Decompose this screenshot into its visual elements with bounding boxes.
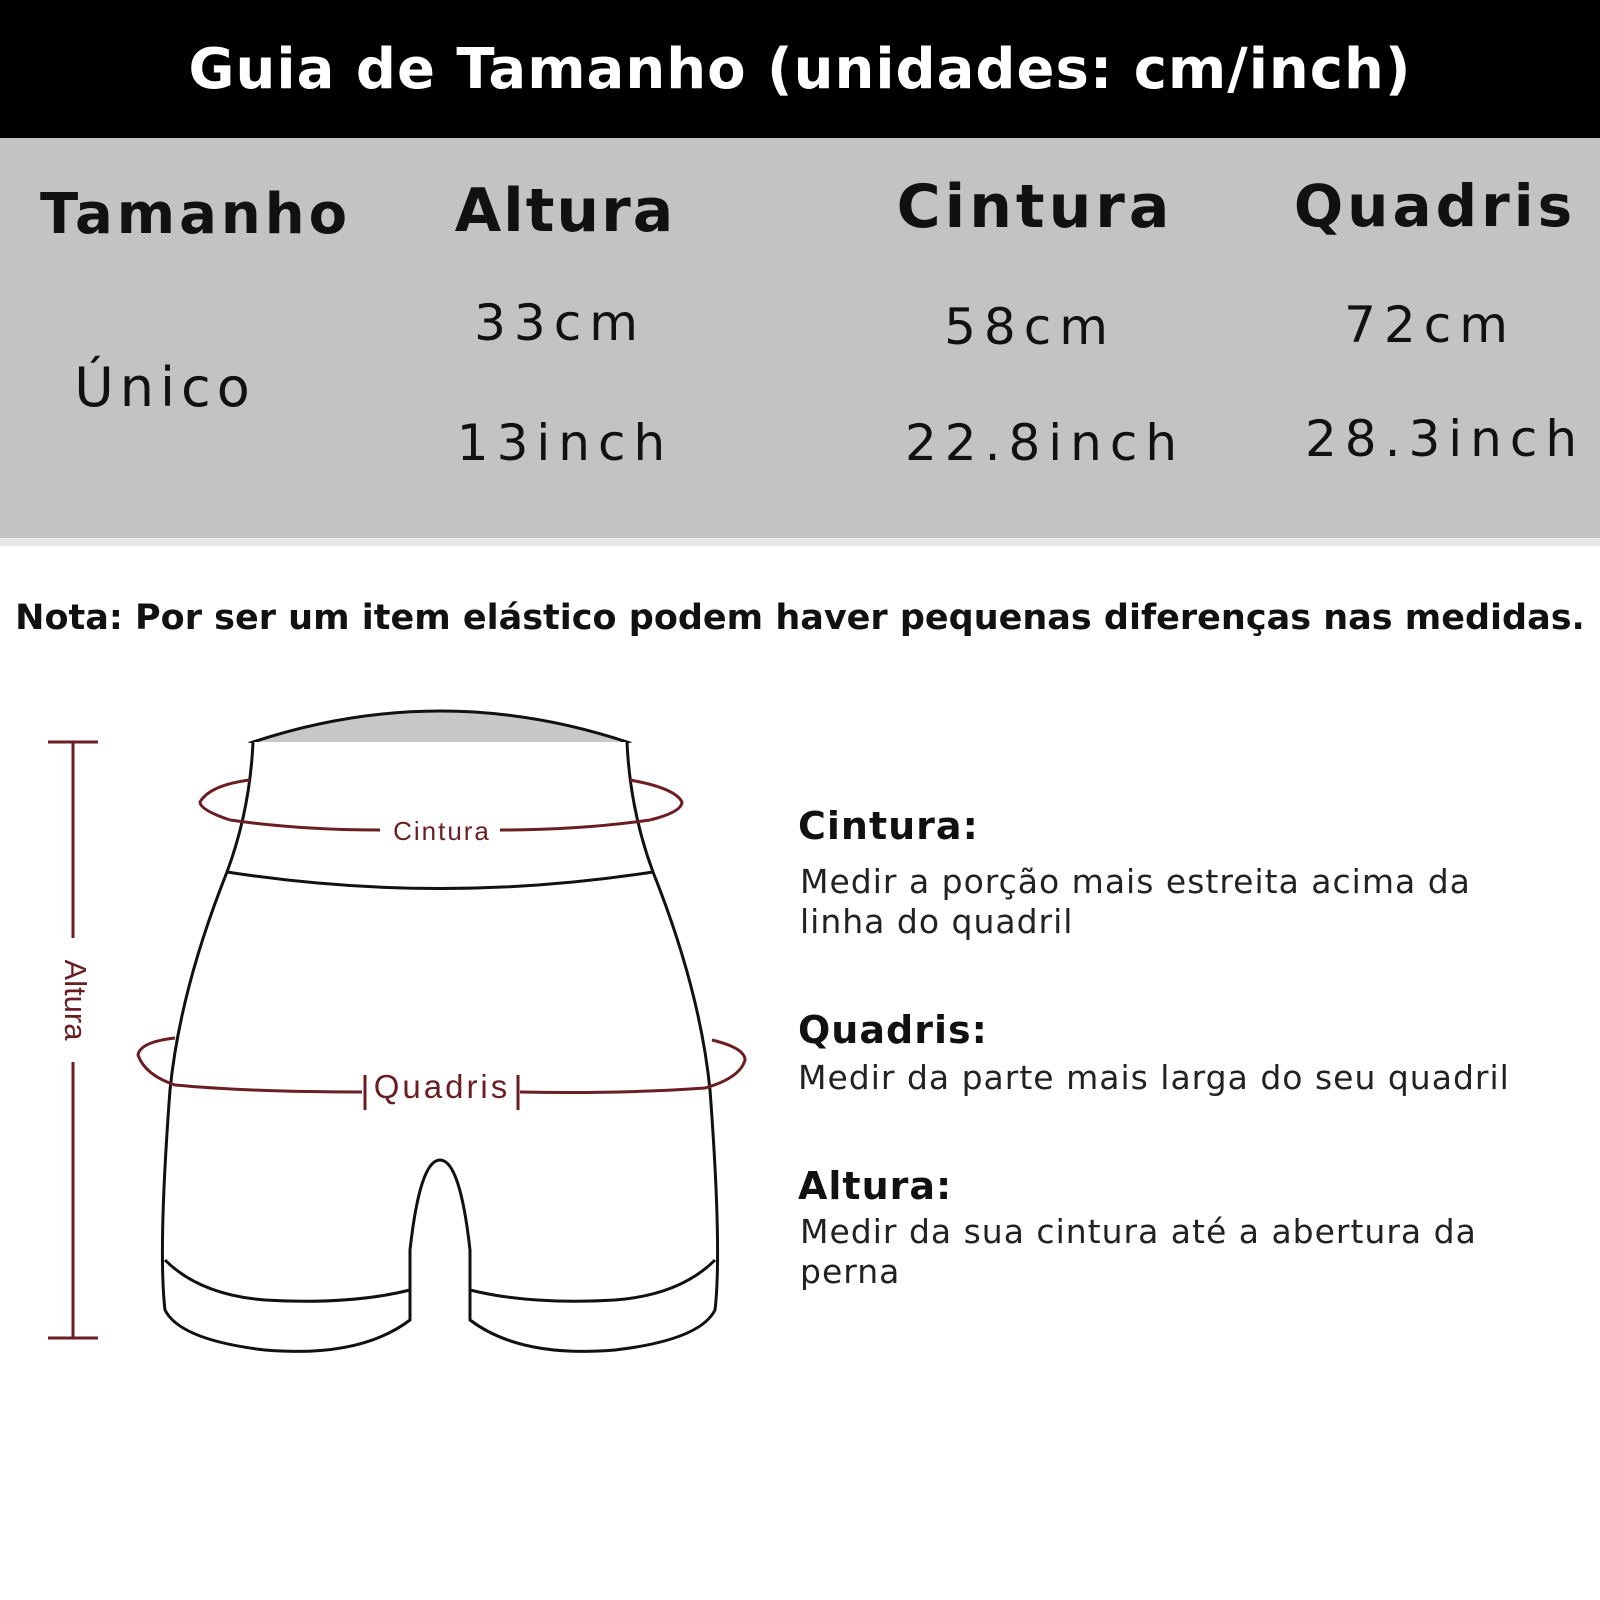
height-cm: 33cm xyxy=(474,294,646,352)
height-inch: 13inch xyxy=(456,414,674,472)
size-table xyxy=(0,138,1600,546)
size-value: Único xyxy=(74,356,256,419)
column-header-hips: Quadris xyxy=(1293,172,1577,240)
column-header-size: Tamanho xyxy=(40,182,352,247)
height-desc-title: Altura: xyxy=(798,1164,953,1208)
hips-desc-title: Quadris: xyxy=(798,1008,988,1052)
waist-desc-text: Medir a porção mais estreita acima da linha do quadril xyxy=(800,862,1471,941)
height-desc-text: Medir da sua cintura até a abertura da perna xyxy=(800,1212,1477,1291)
note-text: Nota: Por ser um item elástico podem haver pequenas diferenças nas medidas. xyxy=(15,598,1585,638)
waist-cm: 58cm xyxy=(944,298,1116,356)
hips-desc-text: Medir da parte mais larga do seu quadril xyxy=(798,1058,1510,1097)
waist-measure-back-right xyxy=(630,780,682,820)
hip-label: Quadris xyxy=(373,1068,511,1105)
hips-inch: 28.3inch xyxy=(1304,410,1586,468)
shorts-diagram xyxy=(0,690,780,1370)
waist-desc-title: Cintura: xyxy=(798,804,979,848)
column-header-height: Altura xyxy=(454,176,676,246)
hips-cm: 72cm xyxy=(1344,296,1516,354)
waist-inch: 22.8inch xyxy=(904,414,1186,472)
header-bar xyxy=(0,0,1600,138)
waist-label: Cintura xyxy=(393,816,491,846)
page-title: Guia de Tamanho (unidades: cm/inch) xyxy=(188,36,1412,102)
height-label: Altura xyxy=(57,959,93,1041)
column-header-waist: Cintura xyxy=(896,172,1174,242)
